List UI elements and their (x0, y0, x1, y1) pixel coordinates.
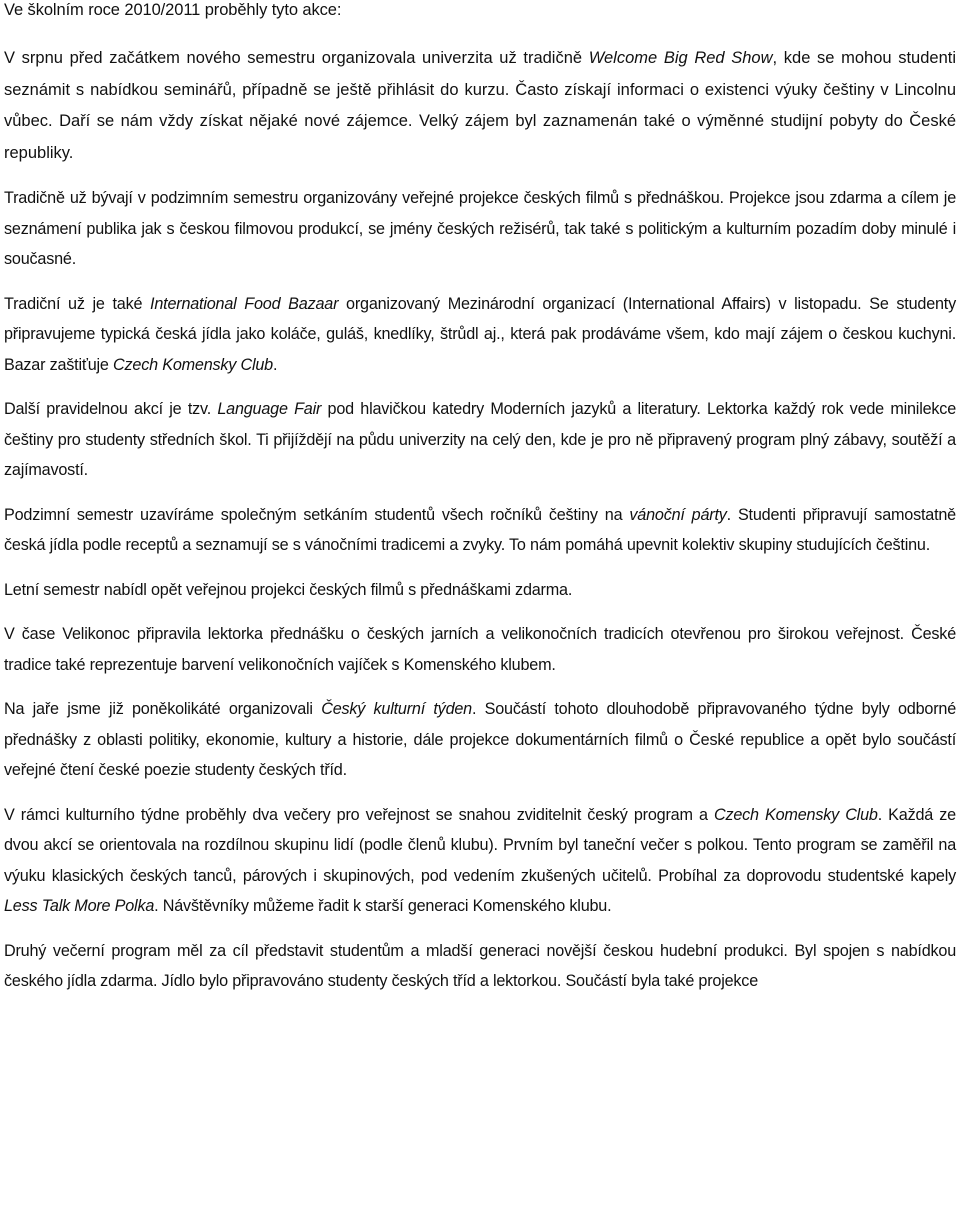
italic-run: vánoční párty (629, 505, 727, 524)
italic-run: Language Fair (217, 400, 322, 418)
paragraph-film-screenings (4, 183, 956, 275)
paragraph-spring-screenings (4, 575, 956, 606)
text-run: organizovaný Mezinárodní organizací (International Affairs) v listopadu. Se studenty připravujeme typická česká jídla jako koláče, guláš, knedlíky, štrůdl aj., která pak prodáváme všem, kdo mají zájem o českou kuchyni. Bazar zaštiťuje (4, 294, 956, 374)
italic-run: Less Talk More Polka (4, 897, 155, 915)
text-run: Tradičně už bývají v podzimním semestru organizovány veřejné projekce českých filmů s přednáškou. Projekce jsou zdarma a cílem je seznámení publika jak s českou filmovou produkcí, se jmény českých režisérů, tak také s politickým a kulturním pozadím doby minulé i současné. (4, 189, 956, 268)
text-run: . Součástí tohoto dlouhodobě připravovaného týdne byly odborné přednášky z oblasti politiky, ekonomie, kultury a historie, dále projekce dokumentárních filmů o České republice a opět bylo součástí veřejné čtení české poezie studenty českých tříd. (4, 700, 956, 779)
text-run: . Studenti připravují samostatně česká jídla podle receptů a seznamují se s vánočními tradicemi a zvyky. To nám pomáhá upevnit kolektiv skupiny studujících češtinu. (4, 505, 956, 554)
italic-run: Czech Komensky Club (113, 355, 273, 374)
text-run: . Návštěvníky můžeme řadit k starší generaci Komenského klubu. (154, 897, 612, 915)
text-run: . (273, 355, 278, 374)
text-run: pod hlavičkou katedry Moderních jazyků a literatury. Lektorka každý rok vede minilekce češtiny pro studenty středních škol. Ti přijíždějí na půdu univerzity na celý den, kde je pro ně připravený program plný zábavy, soutěží a zajímavostí. (4, 400, 956, 479)
paragraph-second-evening (4, 936, 956, 997)
italic-run: International Food Bazaar (150, 294, 339, 313)
italic-run: Welcome Big Red Show (588, 49, 773, 67)
paragraph-easter-lecture (4, 619, 956, 680)
document-heading: Ve školním roce 2010/2011 proběhly tyto akce: (4, 1, 342, 19)
paragraph-polka-evening (4, 800, 956, 922)
text-run: . Každá ze dvou akcí se orientovala na rozdílnou skupinu lidí (podle členů klubu). Prvním byl taneční večer s polkou. Tento program se zaměřil na výuku klasických českých tanců, párových i skupinových, pod vedením zkušených učitelů. Probíhal za doprovodu studentské kapely (4, 805, 956, 885)
italic-run: Český kulturní týden (321, 700, 472, 718)
paragraph-language-fair (4, 394, 956, 486)
text-run: V srpnu před začátkem nového semestru organizovala univerzita už tradičně (4, 49, 589, 67)
paragraph-christmas-party (4, 500, 956, 561)
text-run: , kde se mohou studenti seznámit s nabídkou seminářů, případně se ještě přihlásit do kurzu. Často získají informaci o existenci výuky češtiny v Lincolnu vůbec. Daří se nám vždy získat nějaké nové zájemce. Velký zájem byl zaznamenán také o výměnné studijní pobyty do České republiky. (4, 49, 956, 162)
italic-run: Czech Komensky Club (713, 805, 878, 824)
text-run: V rámci kulturního týdne proběhly dva večery pro veřejnost se snahou zviditelnit český program a (4, 805, 714, 824)
paragraph-food-bazaar (4, 289, 956, 381)
text-run: Druhý večerní program měl za cíl představit studentům a mladší generaci novější českou hudební produkci. Byl spojen s nabídkou českého jídla zdarma. Jídlo bylo připravováno studenty českých tříd a lektorkou. Součástí byla také projekce (4, 941, 956, 990)
text-run: Na jaře jsme již poněkolikáté organizovali (4, 700, 322, 718)
text-run: Tradiční už je také (4, 294, 151, 313)
text-run: Letní semestr nabídl opět veřejnou projekci českých filmů s přednáškami zdarma. (4, 580, 573, 599)
document-page (4, 0, 956, 997)
text-run: Podzimní semestr uzavíráme společným setkáním studentů všech ročníků češtiny na (4, 505, 630, 524)
text-run: Další pravidelnou akcí je tzv. (4, 400, 218, 418)
text-run: V čase Velikonoc připravila lektorka přednášku o českých jarních a velikonočních tradicích otevřenou pro širokou veřejnost. České tradice také reprezentuje barvení velikonočních vajíček s Komenského klubem. (4, 625, 956, 674)
paragraph-cultural-week (4, 694, 956, 786)
paragraph-welcome-show (4, 43, 956, 169)
